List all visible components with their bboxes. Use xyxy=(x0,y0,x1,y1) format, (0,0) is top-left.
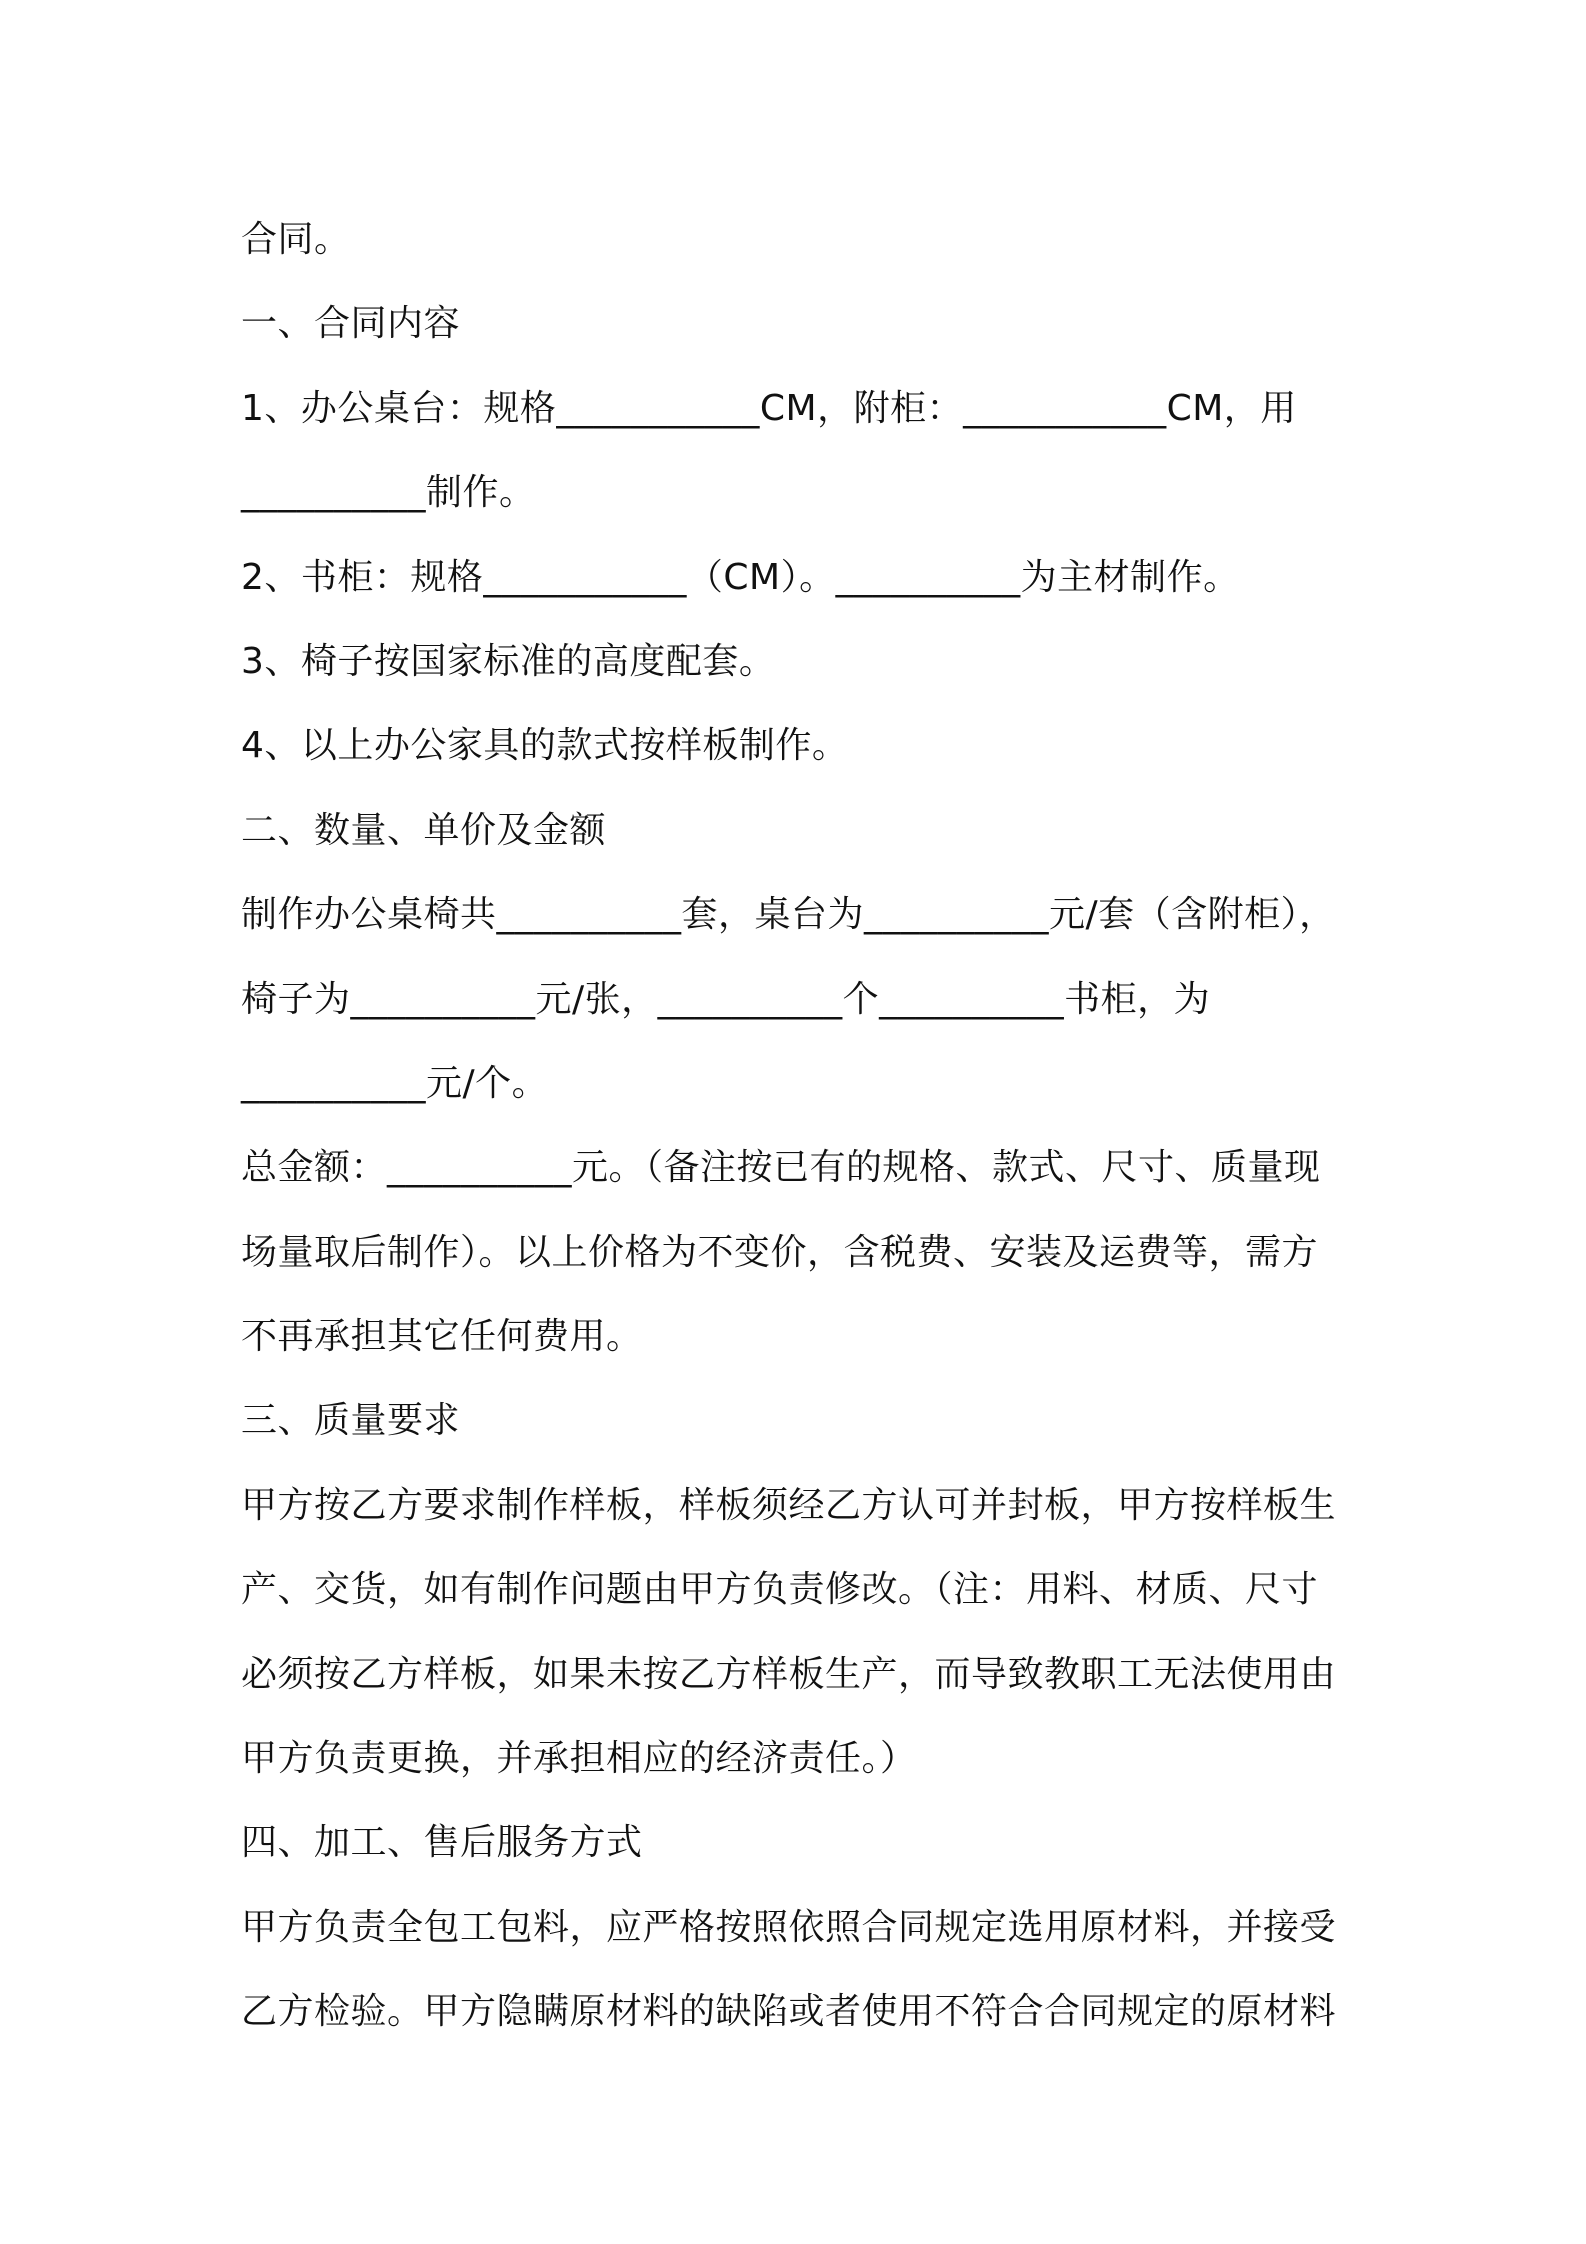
section-heading-quantity-price: 二、数量、单价及金额 xyxy=(241,809,607,851)
text-line: 产、交货，如有制作问题由甲方负责修改。（注：用料、材质、尺寸 xyxy=(241,1569,1319,1611)
text-line: 必须按乙方样板，如果未按乙方样板生产，而导致教职工无法使用由 xyxy=(241,1653,1337,1695)
text-line: 制作办公桌椅共__________套，桌台为__________元/套（含附柜）， xyxy=(241,894,1336,936)
text-line: 1、办公桌台：规格___________CM，附柜：___________CM，用 xyxy=(241,387,1297,429)
section-heading-processing-service: 四、加工、售后服务方式 xyxy=(241,1822,643,1864)
text-line: 4、以上办公家具的款式按样板制作。 xyxy=(241,725,849,767)
text-line: __________元/个。 xyxy=(241,1062,549,1104)
text-line: 2、书柜：规格___________（CM）。__________为主材制作。 xyxy=(241,556,1240,598)
text-line: 总金额：__________元。（备注按已有的规格、款式、尺寸、质量现 xyxy=(241,1147,1321,1189)
text-line: __________制作。 xyxy=(241,472,536,514)
section-heading-quality: 三、质量要求 xyxy=(241,1400,461,1442)
text-line: 椅子为__________元/张，__________个__________书柜，为 xyxy=(241,978,1211,1020)
text-line: 甲方负责全包工包料，应严格按照依照合同规定选用原材料，并接受 xyxy=(241,1906,1337,1948)
section-heading-contract-content: 一、合同内容 xyxy=(241,303,461,345)
document-body xyxy=(241,198,1361,2055)
text-line: 合同。 xyxy=(241,219,351,260)
text-line: 3、椅子按国家标准的高度配套。 xyxy=(241,640,776,682)
text-line: 场量取后制作）。以上价格为不变价，含税费、安装及运费等，需方 xyxy=(241,1231,1319,1273)
text-line: 乙方检验。甲方隐瞒原材料的缺陷或者使用不符合合同规定的原材料 xyxy=(241,1991,1337,2033)
text-line: 甲方按乙方要求制作样板，样板须经乙方认可并封板，甲方按样板生 xyxy=(241,1484,1337,1526)
text-line: 甲方负责更换，并承担相应的经济责任。） xyxy=(241,1738,917,1780)
text-line: 不再承担其它任何费用。 xyxy=(241,1316,643,1358)
